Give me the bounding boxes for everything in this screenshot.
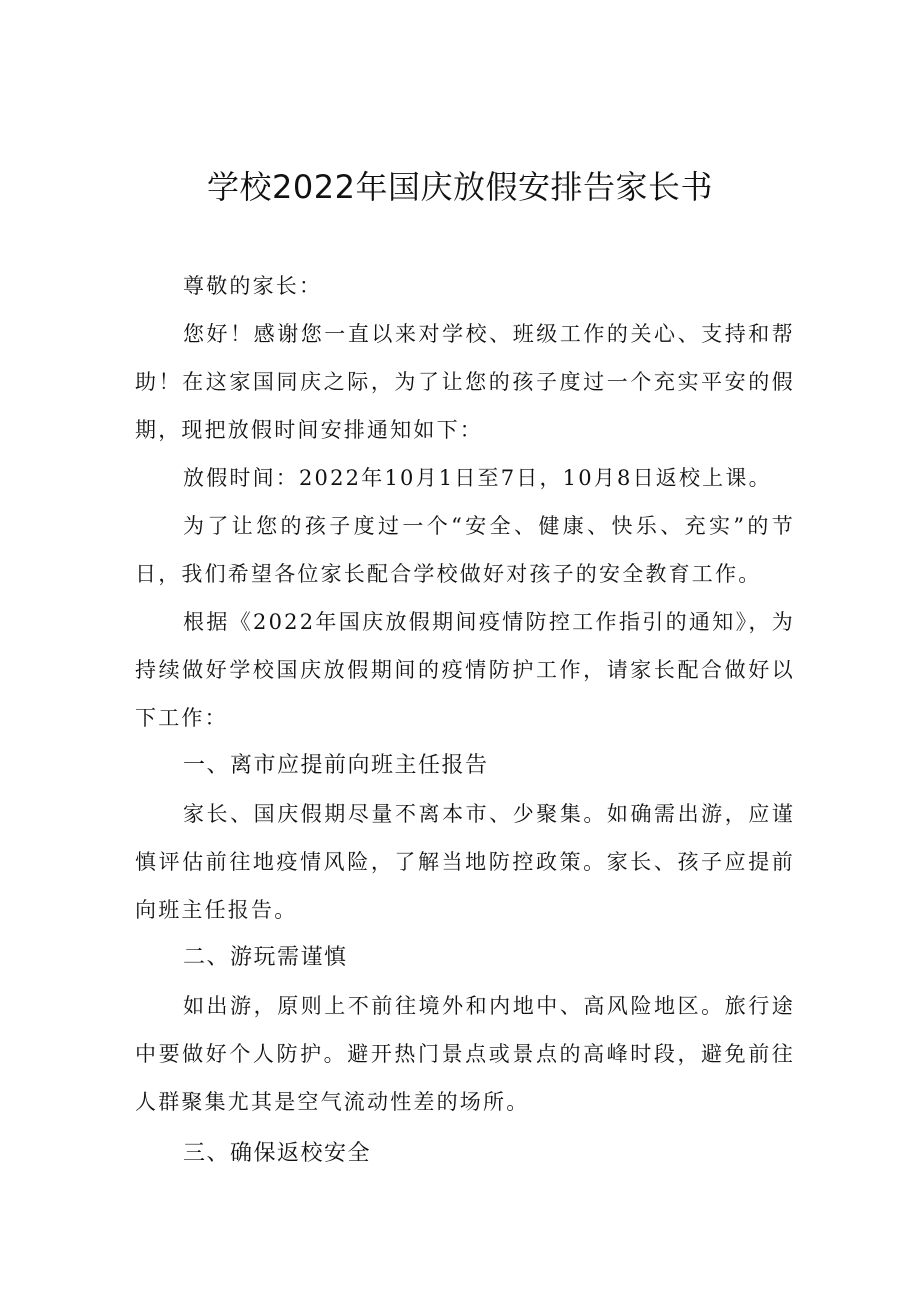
section-heading-travel: 二、游玩需谨慎 [183, 945, 348, 970]
salutation: 尊敬的家长： [183, 274, 323, 298]
paragraph-greeting: 您好！感谢您一直以来对学校、班级工作的关心、支持和帮助！在这家国同庆之际，为了让您的孩子度过一个充实平安的假期，现把放假时间安排通知如下： [135, 322, 795, 442]
document-title: 学校2022年国庆放假安排告家长书 [207, 168, 713, 206]
section-heading-report: 一、离市应提前向班主任报告 [183, 753, 489, 778]
section-heading-return: 三、确保返校安全 [183, 1141, 372, 1166]
paragraph-safety-wish: 为了让您的孩子度过一个“安全、健康、快乐、充实”的节日，我们希望各位家长配合学校做好对孩子的安全教育工作。 [135, 514, 795, 586]
section-text-report: 家长、国庆假期尽量不离本市、少聚集。如确需出游，应谨慎评估前往地疫情风险，了解当地防控政策。家长、孩子应提前向班主任报告。 [135, 802, 795, 922]
paragraph-holiday-time: 放假时间：2022年10月1日至7日，10月8日返校上课。 [183, 466, 772, 490]
paragraph-notice-basis: 根据《2022年国庆放假期间疫情防控工作指引的通知》，为持续做好学校国庆放假期间的疫情防护工作，请家长配合做好以下工作： [135, 610, 795, 730]
section-text-travel: 如出游，原则上不前往境外和内地中、高风险地区。旅行途中要做好个人防护。避开热门景点或景点的高峰时段，避免前往人群聚集尤其是空气流动性差的场所。 [135, 994, 795, 1114]
